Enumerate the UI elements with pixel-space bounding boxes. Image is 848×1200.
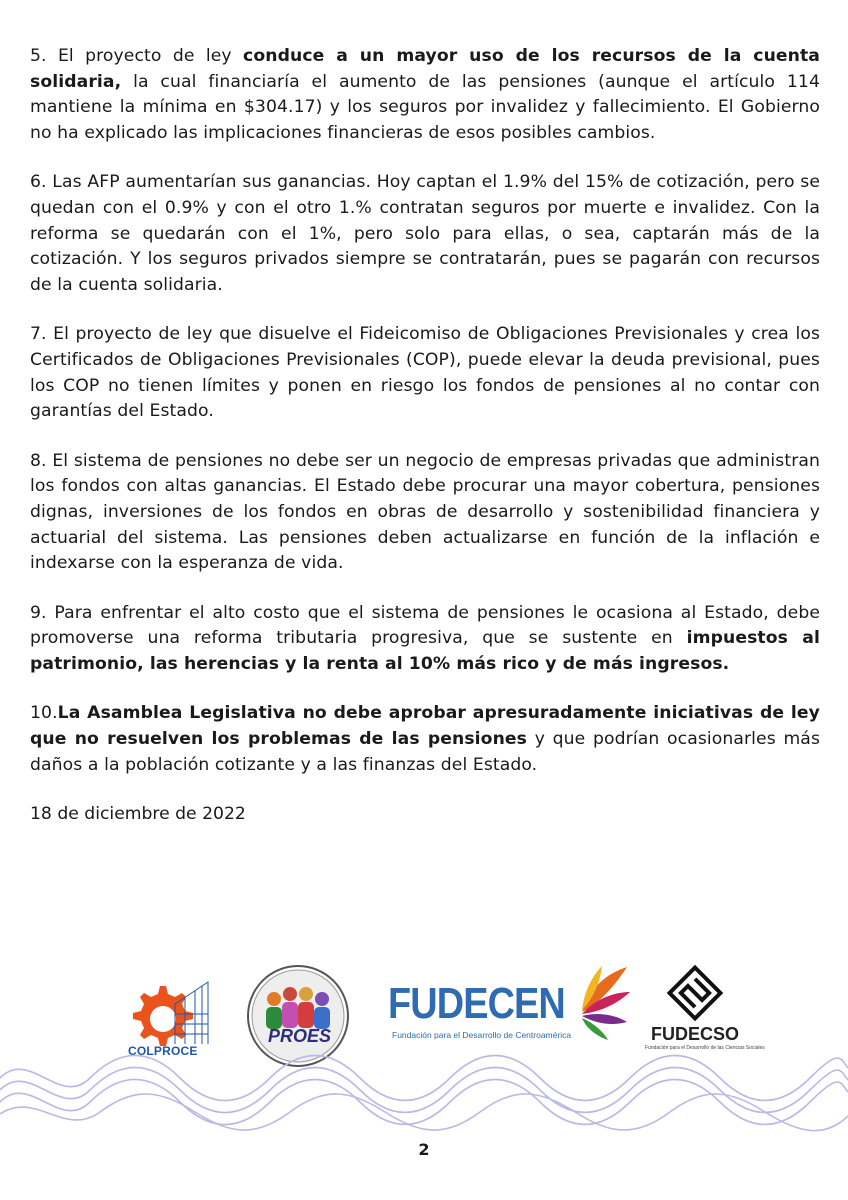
proes-logo-text: PROES	[268, 1026, 332, 1046]
decorative-wave-lines	[0, 1050, 848, 1140]
page-number: 2	[418, 1140, 430, 1159]
bold-text: impuestos al patrimonio, las herencias y la renta al 10% más rico y de más ingresos.	[30, 628, 821, 674]
fudecso-logo	[645, 962, 765, 1051]
text-run: 9. Para enfrentar el alto costo que el sistema de pensiones le ocasiona al Estado, debe promoverse una reforma tributaria progresiva, que se sustente en	[30, 602, 820, 649]
paragraph-9	[30, 601, 820, 678]
text-run: 8. El sistema de pensiones no debe ser un negocio de empresas privadas que administran los fondos con altas ganancias. El Estado debe procurar una mayor cobertura, pensiones dignas, inversiones de los fondos en obras de desarrollo y sostenibilidad financiera y actuarial del sistema. Las pensiones deben actualizarse en función de la inflación e indexarse con la esperanza de vida.	[30, 450, 820, 574]
fudecen-flower-icon	[572, 962, 632, 1042]
fudecso-subtitle: Fundación para el Desarrollo de las Ciencias Sociales	[645, 1045, 765, 1051]
paragraph-5	[30, 44, 820, 146]
fudecen-subtitle: Fundación para el Desarrollo de Centroamérica	[392, 1030, 572, 1040]
text-run: y que podrían ocasionarles más daños a la población cotizante y a las finanzas del Estado.	[30, 729, 820, 775]
paragraph-7	[30, 322, 820, 424]
text-run: la cual financiaría el aumento de las pensiones (aunque el artículo 114 mantiene la mínima en $304.17) y los seguros por invalidez y fallecimiento. El Gobierno no ha explicado las implicaciones financieras de esos posibles cambios.	[30, 71, 820, 143]
document-body	[30, 44, 820, 828]
bold-text: conduce a un mayor uso de los recursos de la cuenta solidaria,	[30, 46, 821, 92]
text-run: 5. El proyecto de ley	[30, 46, 244, 66]
colproce-logo-text: COLPROCE	[128, 1044, 198, 1058]
paragraph-6	[30, 170, 820, 298]
text-run: 10.	[30, 703, 58, 724]
fudecen-logo-text: FUDECEN	[388, 979, 565, 1028]
document-date: 18 de diciembre de 2022	[30, 804, 246, 825]
text-run: 7. El proyecto de ley que disuelve el Fideicomiso de Obligaciones Previsionales y crea los Certificados de Obligaciones Previsionales (COP), puede elevar la deuda previsional, pues los COP no tienen límites y ponen en riesgo los fondos de pensiones al no contar con garantías del Estado.	[30, 324, 820, 422]
fudecso-logo-text: FUDECSO	[650, 1024, 739, 1044]
paragraph-8	[30, 449, 820, 577]
fudecen-logo	[388, 980, 594, 1040]
paragraph-10	[30, 701, 820, 778]
bold-text: La Asamblea Legislativa no debe aprobar apresuradamente iniciativas de ley que no resuelven los problemas de las pensiones	[30, 703, 820, 750]
fudecso-mark-icon	[650, 962, 740, 1024]
text-run: 6. Las AFP aumentarían sus ganancias. Hoy captan el 1.9% del 15% de cotización, pero se quedan con el 0.9% y con el otro 1.% contratan seguros por muerte e invalidez. Con la reforma se quedarán con el 1%, pero solo para ellas, o sea, captarán más de la cotización. Y los seguros privados siempre se contratarán, pues se pagarán con recursos de la cuenta solidaria.	[30, 172, 820, 295]
